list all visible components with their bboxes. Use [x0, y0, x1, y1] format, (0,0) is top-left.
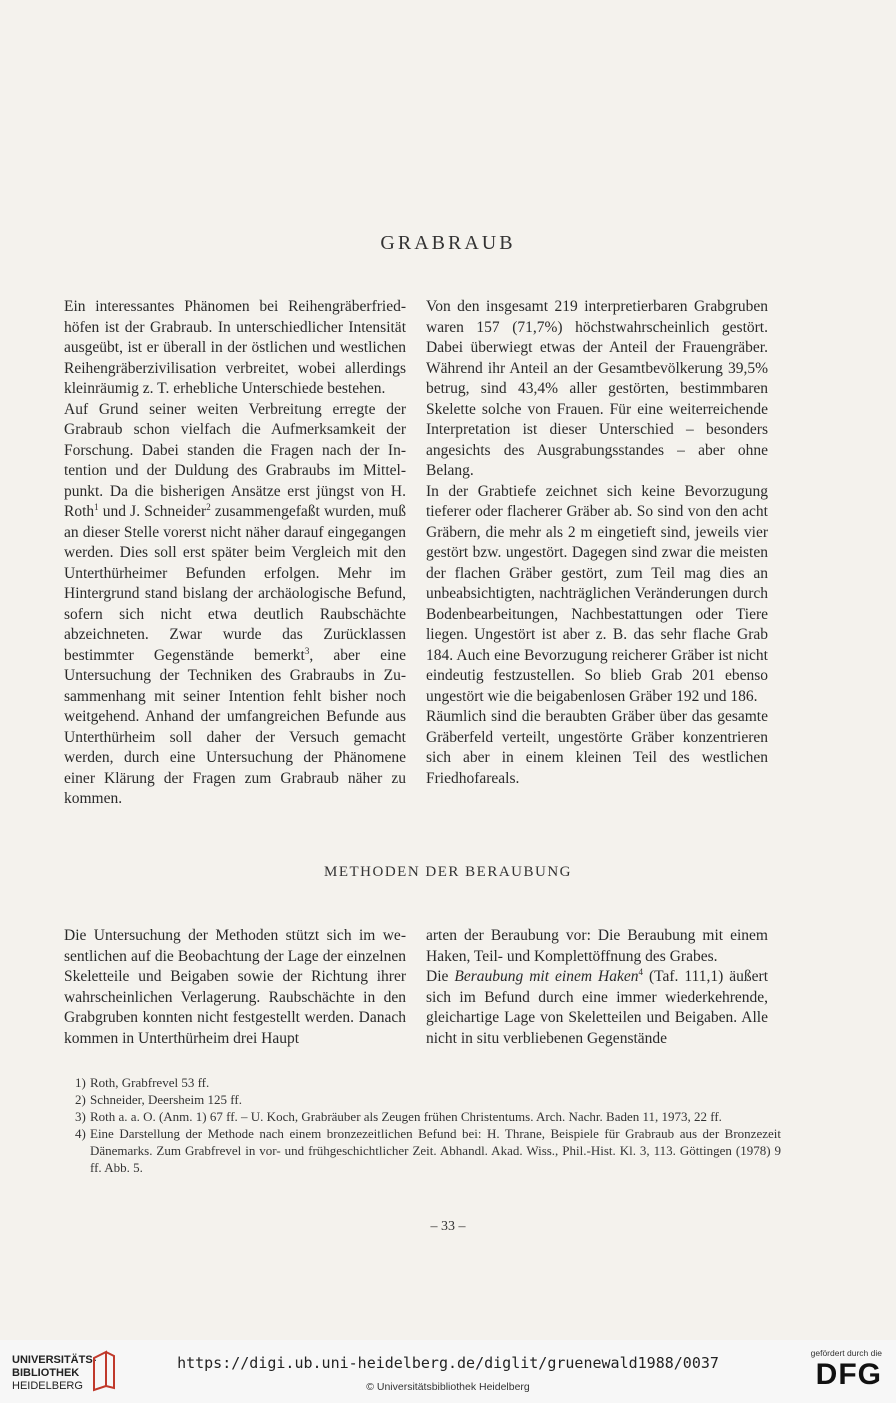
paragraph: arten der Beraubung vor: Die Beraubung mit einem Haken, Teil- und Komplettöffnung des Grabes.: [426, 927, 768, 965]
paragraph: Ein interessantes Phänomen bei Reihengräberfriedhöfen ist der Grabraub. In unterschiedlicher Intensität ausgeübt, ist er überall in der östlichen und westlichen Reihengräberzivilisation verbreitet, wobei allerdings kleinräumig z. T. erhebliche Unterschiede bestehen.: [64, 298, 406, 397]
footnote: 3) Roth a. a. O. (Anm. 1) 67 ff. – U. Koch, Grabräuber als Zeugen frühen Christentums. Arch. Nachr. Baden 11, 1973, 22 ff.: [75, 1109, 722, 1124]
paragraph: Von den insgesamt 219 interpretierbaren Grabgruben waren 157 (71,7%) höchstwahrscheinlich gestört. Dabei überwiegt etwas der Anteil der Frauengräber. Während ihr Anteil an der Gesamtbevölkerung 39,5% betrug, sind 43,4% aller gestörten, bestimmbaren Skelette solche von Frauen. Für eine weiterreichende Interpretation ist dieser Unterschied – besonders angesichts des Ausgrabungsstandes – aber ohne Belang.: [426, 298, 768, 479]
copyright: © Universitätsbibliothek Heidelberg: [366, 1381, 530, 1393]
subsection-title: METHODEN DER BERAUBUNG: [324, 864, 572, 880]
viewer-footer: [0, 1340, 896, 1403]
paragraph: Die Beraubung mit einem Haken$^4$ (Taf. 111,1) äußert sich im Befund durch eine immer wiederkehrende, gleichartige Lage von Skeletteilen und Beigaben. Alle nicht in situ verbliebenen Gegenstände: [426, 966, 769, 1047]
paragraph: Auf Grund seiner weiten Verbreitung erregte der Grabraub schon vielfach die Aufmerksamkeit der Forschung. Dabei standen die Fragen nach der Intention und der Duldung des Grabraubs im Mittelpunkt. Da die bisherigen Ansätze erst jüngst von H. Roth$^1$ und J. Schneider$^2$ zusammengefaßt wurden, muß an dieser Stelle vorerst nicht näher darauf eingegangen werden. Dies soll erst später beim Vergleich mit den Unterthürheimer Befunden erfolgen. Mehr im Hintergrund stand bislang der archäologische Befund, sofern sich nicht etwa deutlich Raubschächte abzeichneten. Zwar wurde das Zurücklassen bestimmter Gegenstände bemerkt$^3$, aber eine Untersuchung der Techniken des Grabraubs in Zusammenhang mit seiner Intention fehlt bisher noch weitgehend. Anhand der umfangreichen Befunde aus Unterthürheim soll daher der Versuch gemacht werden, durch eine Untersuchung der Phänomene einer Klärung der Fragen zum Grabraub näher zu kommen.: [64, 400, 406, 807]
paragraph: In der Grabtiefe zeichnet sich keine Bevorzugung tieferer oder flacherer Gräber ab. So sind von den acht Gräbern, die mehr als 2 m eingetieft sind, jeweils vier gestört bzw. ungestört. Dagegen sind zwar die meisten der flachen Gräber gestört, zum Teil mag dies an unbeabsichtigten, nachträglichen Veränderungen durch Bodenbearbeitungen, Nachbestattungen oder Tiere liegen. Ungestört ist aber z. B. das sehr flache Grab 184. Auch eine Bevorzugung reicherer Gräber ist nicht eindeutig festzustellen. So blieb Grab 201 ebenso ungestört wie die beigabenlosen Gräber 192 und 186.: [426, 482, 768, 705]
paragraph: Die Untersuchung der Methoden stützt sich im wesentlichen auf die Beobachtung der Lage der einzelnen Skeletteile und Beigaben sowie der Richtung ihrer wahrscheinlichen Verlagerung. Raubschächte in den Grabgruben konnten nicht festgestellt werden. Danach kommen in Unterthürheim drei Haupt: [64, 927, 406, 1047]
column-right-bottom: [426, 926, 768, 1049]
footnote-ref[interactable]: 3: [304, 645, 310, 656]
footnotes: [75, 1074, 781, 1176]
footnote: 2) Schneider, Deersheim 125 ff.: [75, 1092, 242, 1107]
permalink-url[interactable]: https://digi.ub.uni-heidelberg.de/diglit/gruenewald1988/0037: [177, 1354, 719, 1372]
footnote-ref[interactable]: 2: [206, 501, 211, 512]
footnote-ref[interactable]: 1: [94, 501, 99, 512]
page-number: – 33 –: [430, 1219, 466, 1234]
column-left-bottom: [64, 926, 406, 1049]
dfg-logo[interactable]: gefördert durch die DFG: [810, 1348, 882, 1391]
column-left-top: [64, 297, 406, 810]
column-right-top: [426, 297, 768, 789]
library-logo[interactable]: UNIVERSITÄTS- BIBLIOTHEK HEIDELBERG: [12, 1354, 97, 1392]
footnote: 4) Eine Darstellung der Methode nach einem bronzezeitlichen Befund bei: H. Thrane, Beispiele für Grabraub aus der Bronzezeit Dänemarks. Zum Grabfrevel in vor- und frühgeschichtlicher Zeit. Abhandl. Akad. Wiss., Phil.-Hist. Kl. 3, 113. Göttingen (1978) 9 ff. Abb. 5.: [75, 1126, 781, 1175]
section-title: GRABRAUB: [380, 232, 516, 254]
footnote-ref[interactable]: 4: [638, 966, 643, 977]
paragraph: Räumlich sind die beraubten Gräber über das gesamte Gräberfeld verteilt, ungestörte Gräber konzentrieren sich aber in einem kleinen Teil des westlichen Friedhofareals.: [426, 708, 768, 787]
footnote: 1) Roth, Grabfrevel 53 ff.: [75, 1075, 210, 1090]
